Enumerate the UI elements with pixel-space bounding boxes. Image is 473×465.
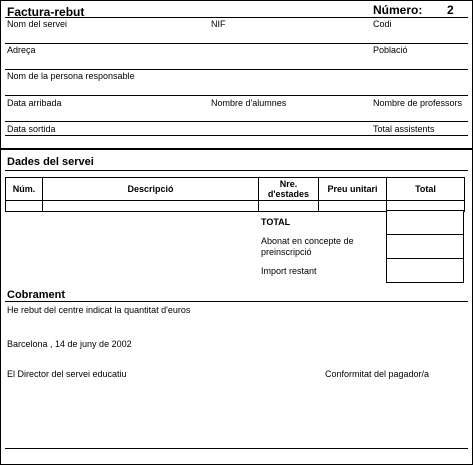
numero-label: Número: — [373, 3, 423, 17]
director-signature-label: El Director del servei educatiu — [7, 369, 127, 379]
field-data-arribada: Data arribada — [7, 98, 62, 108]
dades-servei-heading: Dades del servei — [7, 156, 94, 168]
numero-value: 2 — [447, 3, 454, 17]
col-header-preu-unitari: Preu unitari — [327, 184, 378, 194]
col-header-num: Núm. — [12, 184, 36, 194]
section-rule — [5, 170, 468, 171]
col-header-descripcio: Descripció — [127, 184, 174, 194]
field-data-sortida: Data sortida — [7, 124, 56, 134]
field-rule — [5, 121, 468, 122]
services-table — [5, 177, 465, 212]
field-rule — [5, 43, 468, 44]
section-divider — [1, 148, 472, 150]
import-restant-label: Import restant — [261, 266, 317, 276]
cobrament-heading: Cobrament — [7, 289, 66, 301]
abonat-value-box — [386, 234, 464, 259]
field-nif: NIF — [211, 19, 226, 29]
footer-rule — [5, 448, 468, 449]
col-header-total: Total — [415, 184, 436, 194]
cobrament-text: He rebut del centre indicat la quantitat d'euros — [7, 305, 191, 315]
field-nombre-alumnes: Nombre d'alumnes — [211, 98, 287, 108]
col-header-nre-estades: Nre. d'estades — [267, 179, 310, 199]
section-rule — [5, 301, 468, 302]
payer-signature-label: Conformitat del pagador/a — [325, 369, 430, 379]
total-label: TOTAL — [261, 217, 291, 227]
field-adreca: Adreça — [7, 45, 36, 55]
field-poblacio: Població — [373, 45, 408, 55]
import-restant-value-box — [386, 258, 464, 283]
field-codi: Codi — [373, 19, 392, 29]
field-nom-servei: Nom del servei — [7, 19, 68, 29]
field-total-assistents: Total assistents — [373, 124, 435, 134]
field-rule — [5, 95, 468, 96]
abonat-label: Abonat en concepte de preinscripció — [261, 236, 354, 257]
header-rule — [5, 17, 468, 18]
total-value-box — [386, 210, 464, 235]
field-nombre-professors: Nombre de professors — [373, 98, 463, 108]
field-rule — [5, 135, 468, 136]
field-rule — [5, 69, 468, 70]
place-date: Barcelona , 14 de juny de 2002 — [7, 339, 132, 349]
field-responsable: Nom de la persona responsable — [7, 71, 135, 81]
form-title: Factura-rebut — [7, 5, 85, 19]
